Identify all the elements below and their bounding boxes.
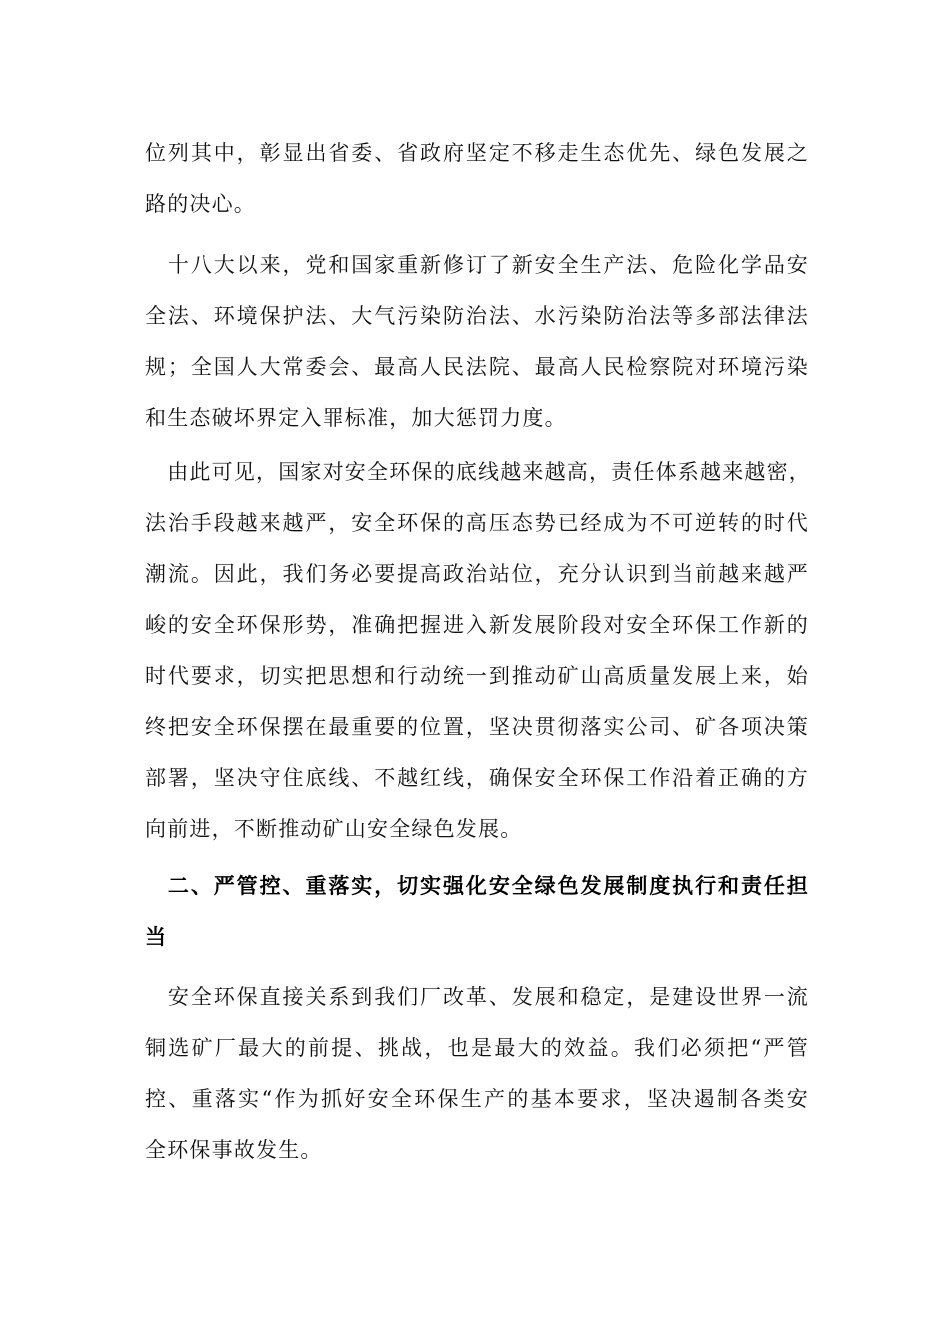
text-line: 安全环保直接关系到我们厂改革、发展和稳定，是建设世界一流 [145,985,809,1009]
text-line: 峻的安全环保形势，准确把握进入新发展阶段对安全环保工作新的 [145,613,809,637]
text-line: 规；全国人大常委会、最高人民法院、最高人民检察院对环境污染 [145,355,809,379]
text-line: 十八大以来，党和国家重新修订了新安全生产法、危险化学品安 [145,253,809,277]
text-line: 全环保事故发生。 [145,1138,323,1162]
text-line: 部署，坚决守住底线、不越红线，确保安全环保工作沿着正确的方 [145,766,809,790]
paragraph-safety-situation [145,447,809,855]
text-line: 向前进，不断推动矿山安全绿色发展。 [145,817,523,841]
heading-line: 当 [145,925,168,949]
paragraph-strict-control [145,972,809,1176]
section-heading-2 [145,861,809,963]
text-line: 时代要求，切实把思想和行动统一到推动矿山高质量发展上来，始 [145,664,809,688]
text-line: 路的决心。 [145,192,256,216]
text-line: 位列其中，彰显出省委、省政府坚定不移走生态优先、绿色发展之 [145,141,809,165]
text-line: 全法、环境保护法、大气污染防治法、水污染防治法等多部法律法 [145,304,809,328]
text-line: 控、重落实“作为抓好安全环保生产的基本要求，坚决遏制各类安 [145,1087,809,1111]
text-line: 终把安全环保摆在最重要的位置，坚决贯彻落实公司、矿各项决策 [145,715,809,739]
text-line: 铜选矿厂最大的前提、挑战，也是最大的效益。我们必须把“严管 [145,1036,809,1060]
paragraph-laws-revision [145,240,809,444]
heading-line: 二、严管控、重落实，切实强化安全绿色发展制度执行和责任担 [145,874,809,898]
text-line: 由此可见，国家对安全环保的底线越来越高，责任体系越来越密， [145,460,811,484]
paragraph-ecology-priority [145,128,809,230]
text-line: 潮流。因此，我们务必要提高政治站位，充分认识到当前越来越严 [145,562,809,586]
text-line: 法治手段越来越严，安全环保的高压态势已经成为不可逆转的时代 [145,511,809,535]
text-line: 和生态破坏界定入罪标准，加大惩罚力度。 [145,406,567,430]
